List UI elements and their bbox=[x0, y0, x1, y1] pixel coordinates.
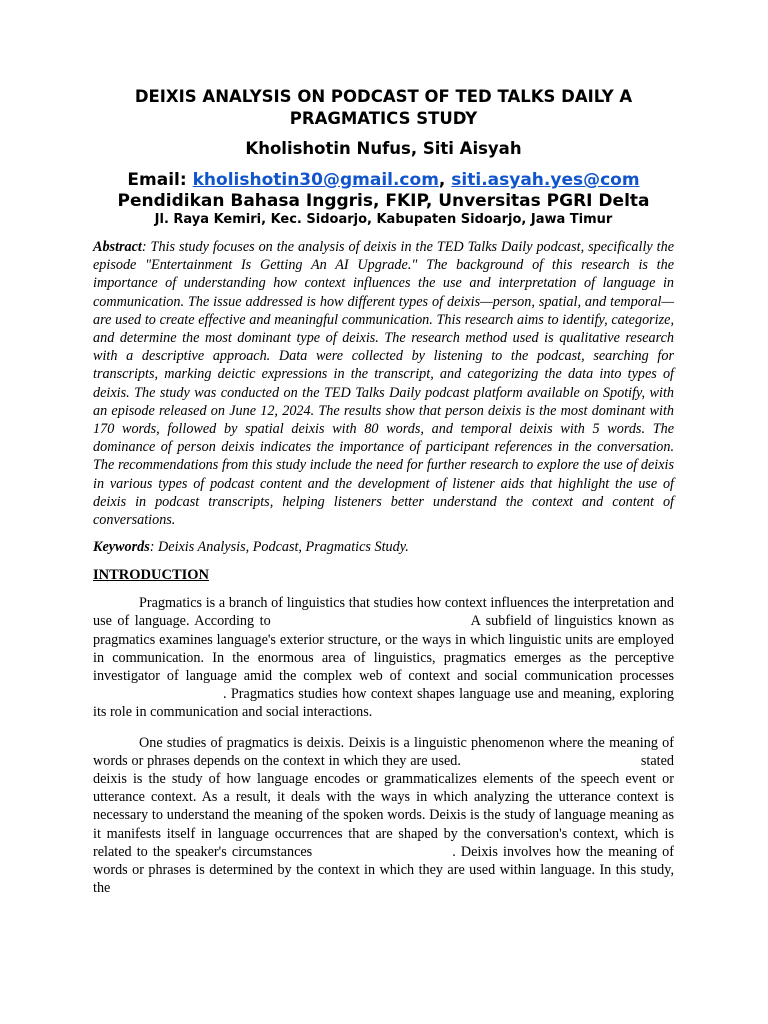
email-separator: , bbox=[438, 170, 446, 190]
intro-p2-part-b: stated deixis is the study of how language encodes or grammaticalizes elements of the speech event or utterance context. As a result, it deals with the ways in which analyzing the utterance context is necessary to understand the meaning of the spoken words. Deixis is the study of language meaning as it manifests itself in language occurrences that are shaped by the conversation's context, which is related to the speaker's circumstances bbox=[93, 752, 674, 860]
email-link-2[interactable]: siti.asyah.yes@com bbox=[451, 170, 640, 190]
intro-p1-part-b: A subfield of linguistics known as pragmatics examines language's exterior structure, or the ways in which linguistic units are employed in communication. In the enormous area of linguistics, pragmatics emerges as the perceptive investigator of language amid the complex web of context and social communication processes bbox=[93, 613, 674, 685]
abstract-text: : This study focuses on the analysis of deixis in the TED Talks Daily podcast, specifically the episode "Entertainment Is Getting An AI Upgrade." The background of this research is the importance of understanding how context influences the use and interpretation of language in communication. The issue addressed is how different types of deixis—person, spatial, and temporal—are used to create effective and meaningful communication. This research aims to identify, categorize, and determine the most dominant type of deixis. The research method used is qualitative research with a descriptive approach. Data were collected by listening to the podcast, searching for transcripts, marking deictic expressions in the transcript, and categorizing the data into types of deixis. The study was conducted on the TED Talks Daily podcast platform available on Spotify, with an episode released on June 12, 2024. The results show that person deixis is the most dominant with 170 words, followed by spatial deixis with 80 words, and temporal deixis with 5 words. The dominance of person deixis indicates the importance of participant references in the conversation. The recommendations from this study include the need for further research to explore the use of deixis in various types of podcast content and the development of listener aids that highlight the use of deixis in podcast transcripts, helping listeners better understand the context and content of conversations. bbox=[93, 239, 674, 529]
address: Jl. Raya Kemiri, Kec. Sidoarjo, Kabupaten Sidoarjo, Jawa Timur bbox=[154, 212, 613, 227]
email-line bbox=[93, 170, 674, 191]
paper-title: DEIXIS ANALYSIS ON PODCAST OF TED TALKS DAILY A PRAGMATICS STUDY bbox=[134, 87, 633, 128]
intro-paragraph-2 bbox=[93, 734, 674, 898]
email-label: Email: bbox=[127, 170, 187, 190]
paper-page bbox=[93, 86, 674, 910]
abstract bbox=[93, 238, 674, 529]
keywords bbox=[93, 538, 674, 556]
section-heading-introduction: INTRODUCTION bbox=[93, 567, 210, 584]
intro-paragraph-1 bbox=[93, 594, 674, 721]
intro-p2-part-c: . Deixis involves how the meaning of words or phrases is determined by the context in which they are used within language. In this study, the bbox=[93, 843, 674, 897]
email-link-1[interactable]: kholishotin30@gmail.com bbox=[192, 170, 439, 190]
intro-p1-part-c: . Pragmatics studies how context shapes language use and meaning, exploring its role in communication and social interactions. bbox=[93, 686, 674, 721]
abstract-label: Abstract bbox=[93, 239, 142, 255]
author-names: Kholishotin Nufus, Siti Aisyah bbox=[245, 139, 522, 158]
intro-p1-part-a: Pragmatics is a branch of linguistics that studies how context influences the interpretation and use of language. According to bbox=[93, 595, 674, 630]
intro-p2-part-a: One studies of pragmatics is deixis. Deixis is a linguistic phenomenon where the meaning of words or phrases depends on the context in which they are used. bbox=[93, 734, 674, 769]
affiliation: Pendidikan Bahasa Inggris, FKIP, Unversitas PGRI Delta bbox=[117, 191, 650, 211]
keywords-text: : Deixis Analysis, Podcast, Pragmatics Study. bbox=[149, 539, 409, 556]
keywords-label: Keywords bbox=[93, 539, 150, 556]
